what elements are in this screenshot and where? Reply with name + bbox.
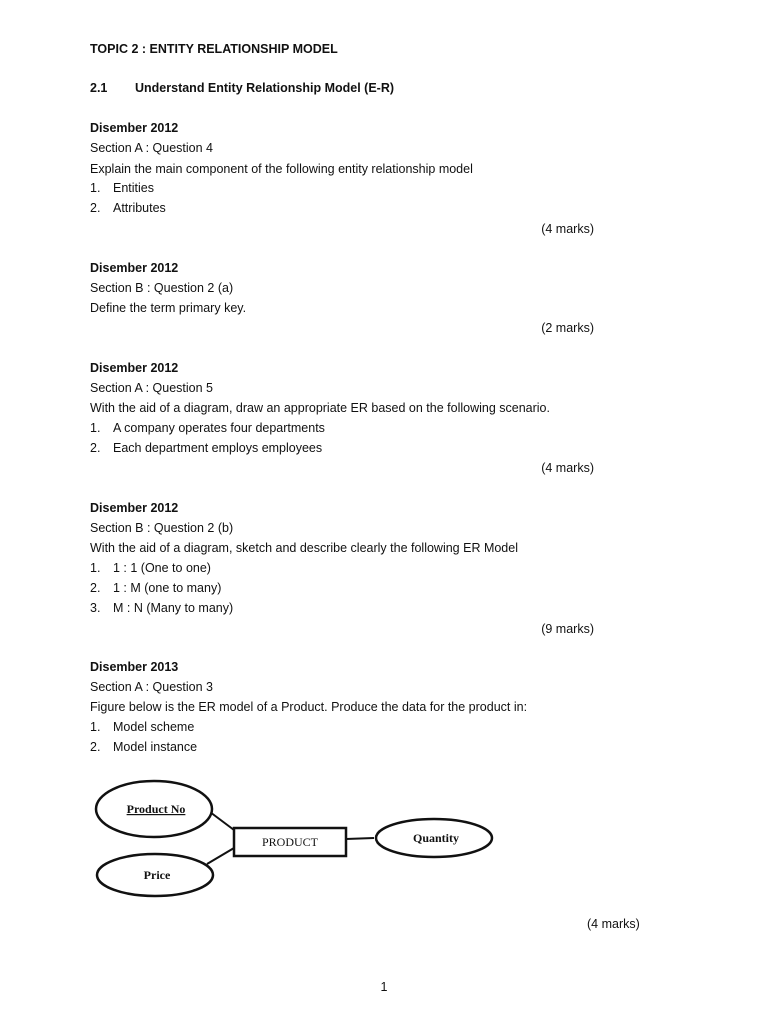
question-5-prompt: Figure below is the ER model of a Product. Produce the data for the product in:	[90, 700, 528, 714]
question-4-session: Disember 2012	[90, 501, 179, 515]
question-3-session: Disember 2012	[90, 361, 179, 375]
question-2-session: Disember 2012	[90, 261, 179, 275]
attribute-price-label: Price	[143, 868, 171, 882]
item-text: Model scheme	[113, 720, 195, 734]
question-3-section: Section A : Question 5	[90, 381, 213, 395]
question-5-section: Section A : Question 3	[90, 680, 213, 694]
er-diagram	[92, 778, 512, 903]
item-text: Each department employs employees	[113, 441, 323, 455]
subtopic-number: 2.1	[90, 81, 108, 95]
page-number: 1	[380, 980, 388, 994]
attribute-quantity-label: Quantity	[412, 831, 460, 845]
question-5-marks: (4 marks)	[587, 917, 640, 931]
item-text: A company operates four departments	[113, 421, 325, 435]
item-number: 3.	[90, 601, 101, 615]
connector-product-no	[210, 812, 234, 830]
question-1-prompt: Explain the main component of the following entity relationship model	[90, 162, 473, 176]
connector-price	[207, 848, 234, 864]
item-text: Attributes	[113, 201, 166, 215]
subtopic-title: Understand Entity Relationship Model (E-R)	[135, 81, 395, 95]
item-number: 1.	[90, 421, 101, 435]
item-text: 1 : M (one to many)	[113, 581, 222, 595]
question-2-marks: (2 marks)	[541, 321, 594, 335]
item-number: 1.	[90, 561, 101, 575]
attribute-product-no-label: Product No	[126, 802, 186, 816]
item-text: Entities	[113, 181, 154, 195]
question-4-prompt: With the aid of a diagram, sketch and describe clearly the following ER Model	[90, 541, 518, 555]
item-text: 1 : 1 (One to one)	[113, 561, 211, 575]
entity-product-label: PRODUCT	[261, 835, 319, 849]
question-3-prompt: With the aid of a diagram, draw an appropriate ER based on the following scenario.	[90, 401, 550, 415]
question-1-section: Section A : Question 4	[90, 141, 213, 155]
item-text: M : N (Many to many)	[113, 601, 234, 615]
item-number: 1.	[90, 181, 101, 195]
item-text: Model instance	[113, 740, 198, 754]
item-number: 2.	[90, 740, 101, 754]
item-number: 2.	[90, 441, 101, 455]
connector-quantity	[346, 838, 374, 839]
question-1-marks: (4 marks)	[541, 222, 594, 236]
item-number: 2.	[90, 581, 101, 595]
question-4-section: Section B : Question 2 (b)	[90, 521, 234, 535]
question-2-prompt: Define the term primary key.	[90, 301, 247, 315]
item-number: 2.	[90, 201, 101, 215]
question-4-marks: (9 marks)	[541, 622, 594, 636]
question-1-session: Disember 2012	[90, 121, 179, 135]
question-3-marks: (4 marks)	[541, 461, 594, 475]
item-number: 1.	[90, 720, 101, 734]
topic-title: TOPIC 2 : ENTITY RELATIONSHIP MODEL	[90, 42, 338, 56]
question-5-session: Disember 2013	[90, 660, 179, 674]
question-2-section: Section B : Question 2 (a)	[90, 281, 234, 295]
